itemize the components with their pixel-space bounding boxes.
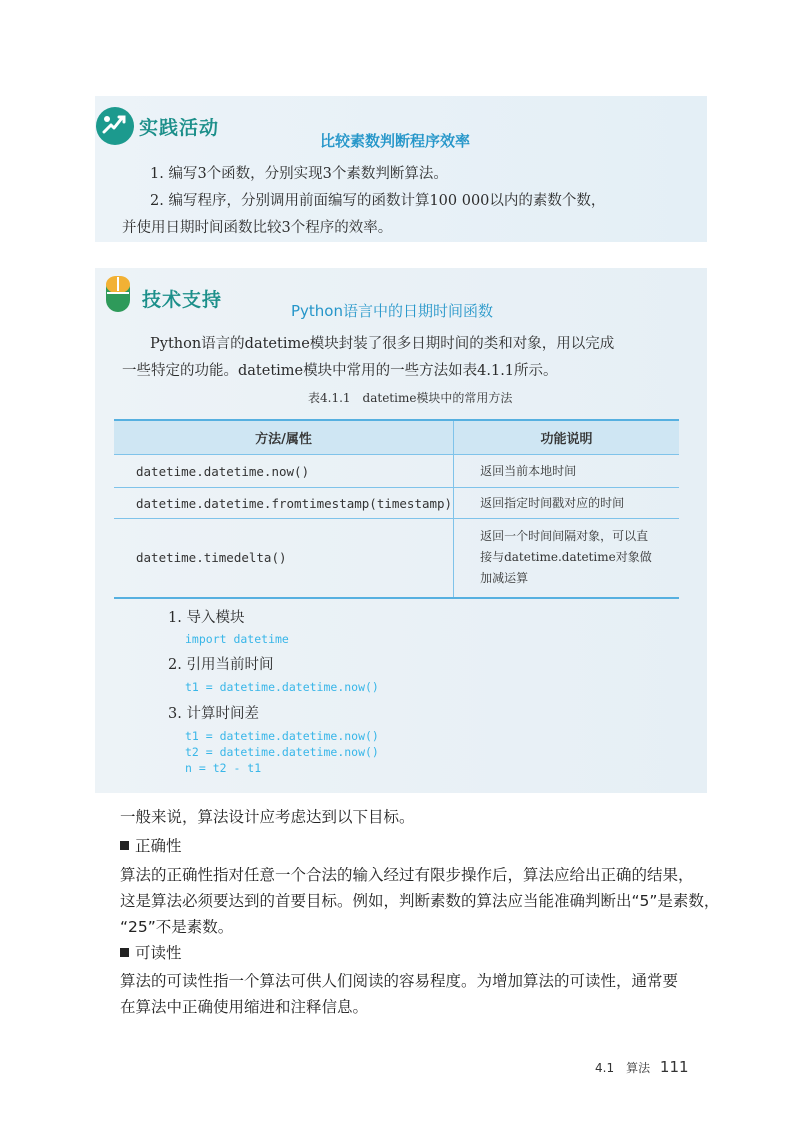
- code-line: t2 = datetime.datetime.now(): [185, 745, 379, 759]
- tech-support-box: [95, 268, 707, 793]
- step-label: 1. 导入模块: [168, 610, 245, 626]
- code-line: n = t2 - t1: [185, 761, 262, 775]
- paragraph-line: 这是算法必须要达到的首要目标。例如，判断素数的算法应当能准确判断出“5”是素数，: [120, 892, 720, 910]
- method-cell: datetime.datetime.now(): [114, 455, 454, 488]
- practice-subtitle: 比较素数判断程序效率: [320, 132, 471, 150]
- square-bullet-icon: [120, 841, 129, 850]
- page-footer: [595, 1058, 689, 1076]
- tech-paragraph-line: Python语言的datetime模块封装了很多日期时间的类和对象，用以完成: [150, 336, 615, 352]
- table-row: [114, 488, 679, 519]
- paragraph-line: 算法的正确性指对任意一个合法的输入经过有限步操作后，算法应给出正确的结果，: [120, 866, 694, 884]
- datetime-method-table: [114, 419, 679, 599]
- step-label: 2. 引用当前时间: [168, 657, 274, 673]
- method-cell: datetime.timedelta(): [114, 519, 454, 598]
- step-label: 3. 计算时间差: [168, 706, 259, 722]
- hands-on-activity-icon: [95, 106, 135, 146]
- practice-line: 2. 编写程序，分别调用前面编写的函数计算100 000以内的素数个数，: [150, 193, 606, 209]
- table-header-row: [114, 420, 679, 455]
- code-line: t1 = datetime.datetime.now(): [185, 729, 379, 743]
- paragraph-line: 算法的可读性指一个算法可供人们阅读的容易程度。为增加算法的可读性，通常要: [120, 972, 679, 990]
- method-cell: datetime.datetime.fromtimestamp(timestamp): [114, 488, 454, 519]
- description-cell: 返回指定时间戳对应的时间: [454, 488, 679, 519]
- square-bullet-icon: [120, 948, 129, 957]
- footer-section: 4.1 算法: [595, 1061, 651, 1075]
- description-cell: 返回当前本地时间: [454, 455, 679, 488]
- practice-activity-box: [95, 96, 707, 242]
- intro-text: 一般来说，算法设计应考虑达到以下目标。: [120, 808, 415, 826]
- description-cell: 返回一个时间间隔对象，可以直接与datetime.datetime对象做加减运算: [454, 519, 679, 598]
- paragraph-line: 在算法中正确使用缩进和注释信息。: [120, 998, 369, 1016]
- table-row: [114, 519, 679, 598]
- mouse-icon: [105, 275, 131, 313]
- practice-line: 1. 编写3个函数，分别实现3个素数判断算法。: [150, 166, 448, 182]
- page-number: 111: [659, 1058, 689, 1076]
- heading-readability: [120, 941, 182, 963]
- header-method: 方法/属性: [114, 420, 454, 455]
- table-caption: 表4.1.1 datetime模块中的常用方法: [308, 391, 513, 405]
- heading-text: 正确性: [135, 837, 182, 855]
- tech-subtitle: Python语言中的日期时间函数: [291, 302, 493, 320]
- paragraph-line: “25”不是素数。: [120, 918, 234, 936]
- header-description: 功能说明: [454, 420, 679, 455]
- practice-line: 并使用日期时间函数比较3个程序的效率。: [122, 220, 393, 236]
- code-line: import datetime: [185, 632, 289, 646]
- heading-text: 可读性: [135, 944, 182, 962]
- tech-title: 技术支持: [142, 289, 223, 311]
- code-line: t1 = datetime.datetime.now(): [185, 680, 379, 694]
- table-row: [114, 455, 679, 488]
- practice-title: 实践活动: [139, 117, 220, 139]
- heading-correctness: [120, 834, 182, 856]
- tech-paragraph-line: 一些特定的功能。datetime模块中常用的一些方法如表4.1.1所示。: [122, 363, 558, 379]
